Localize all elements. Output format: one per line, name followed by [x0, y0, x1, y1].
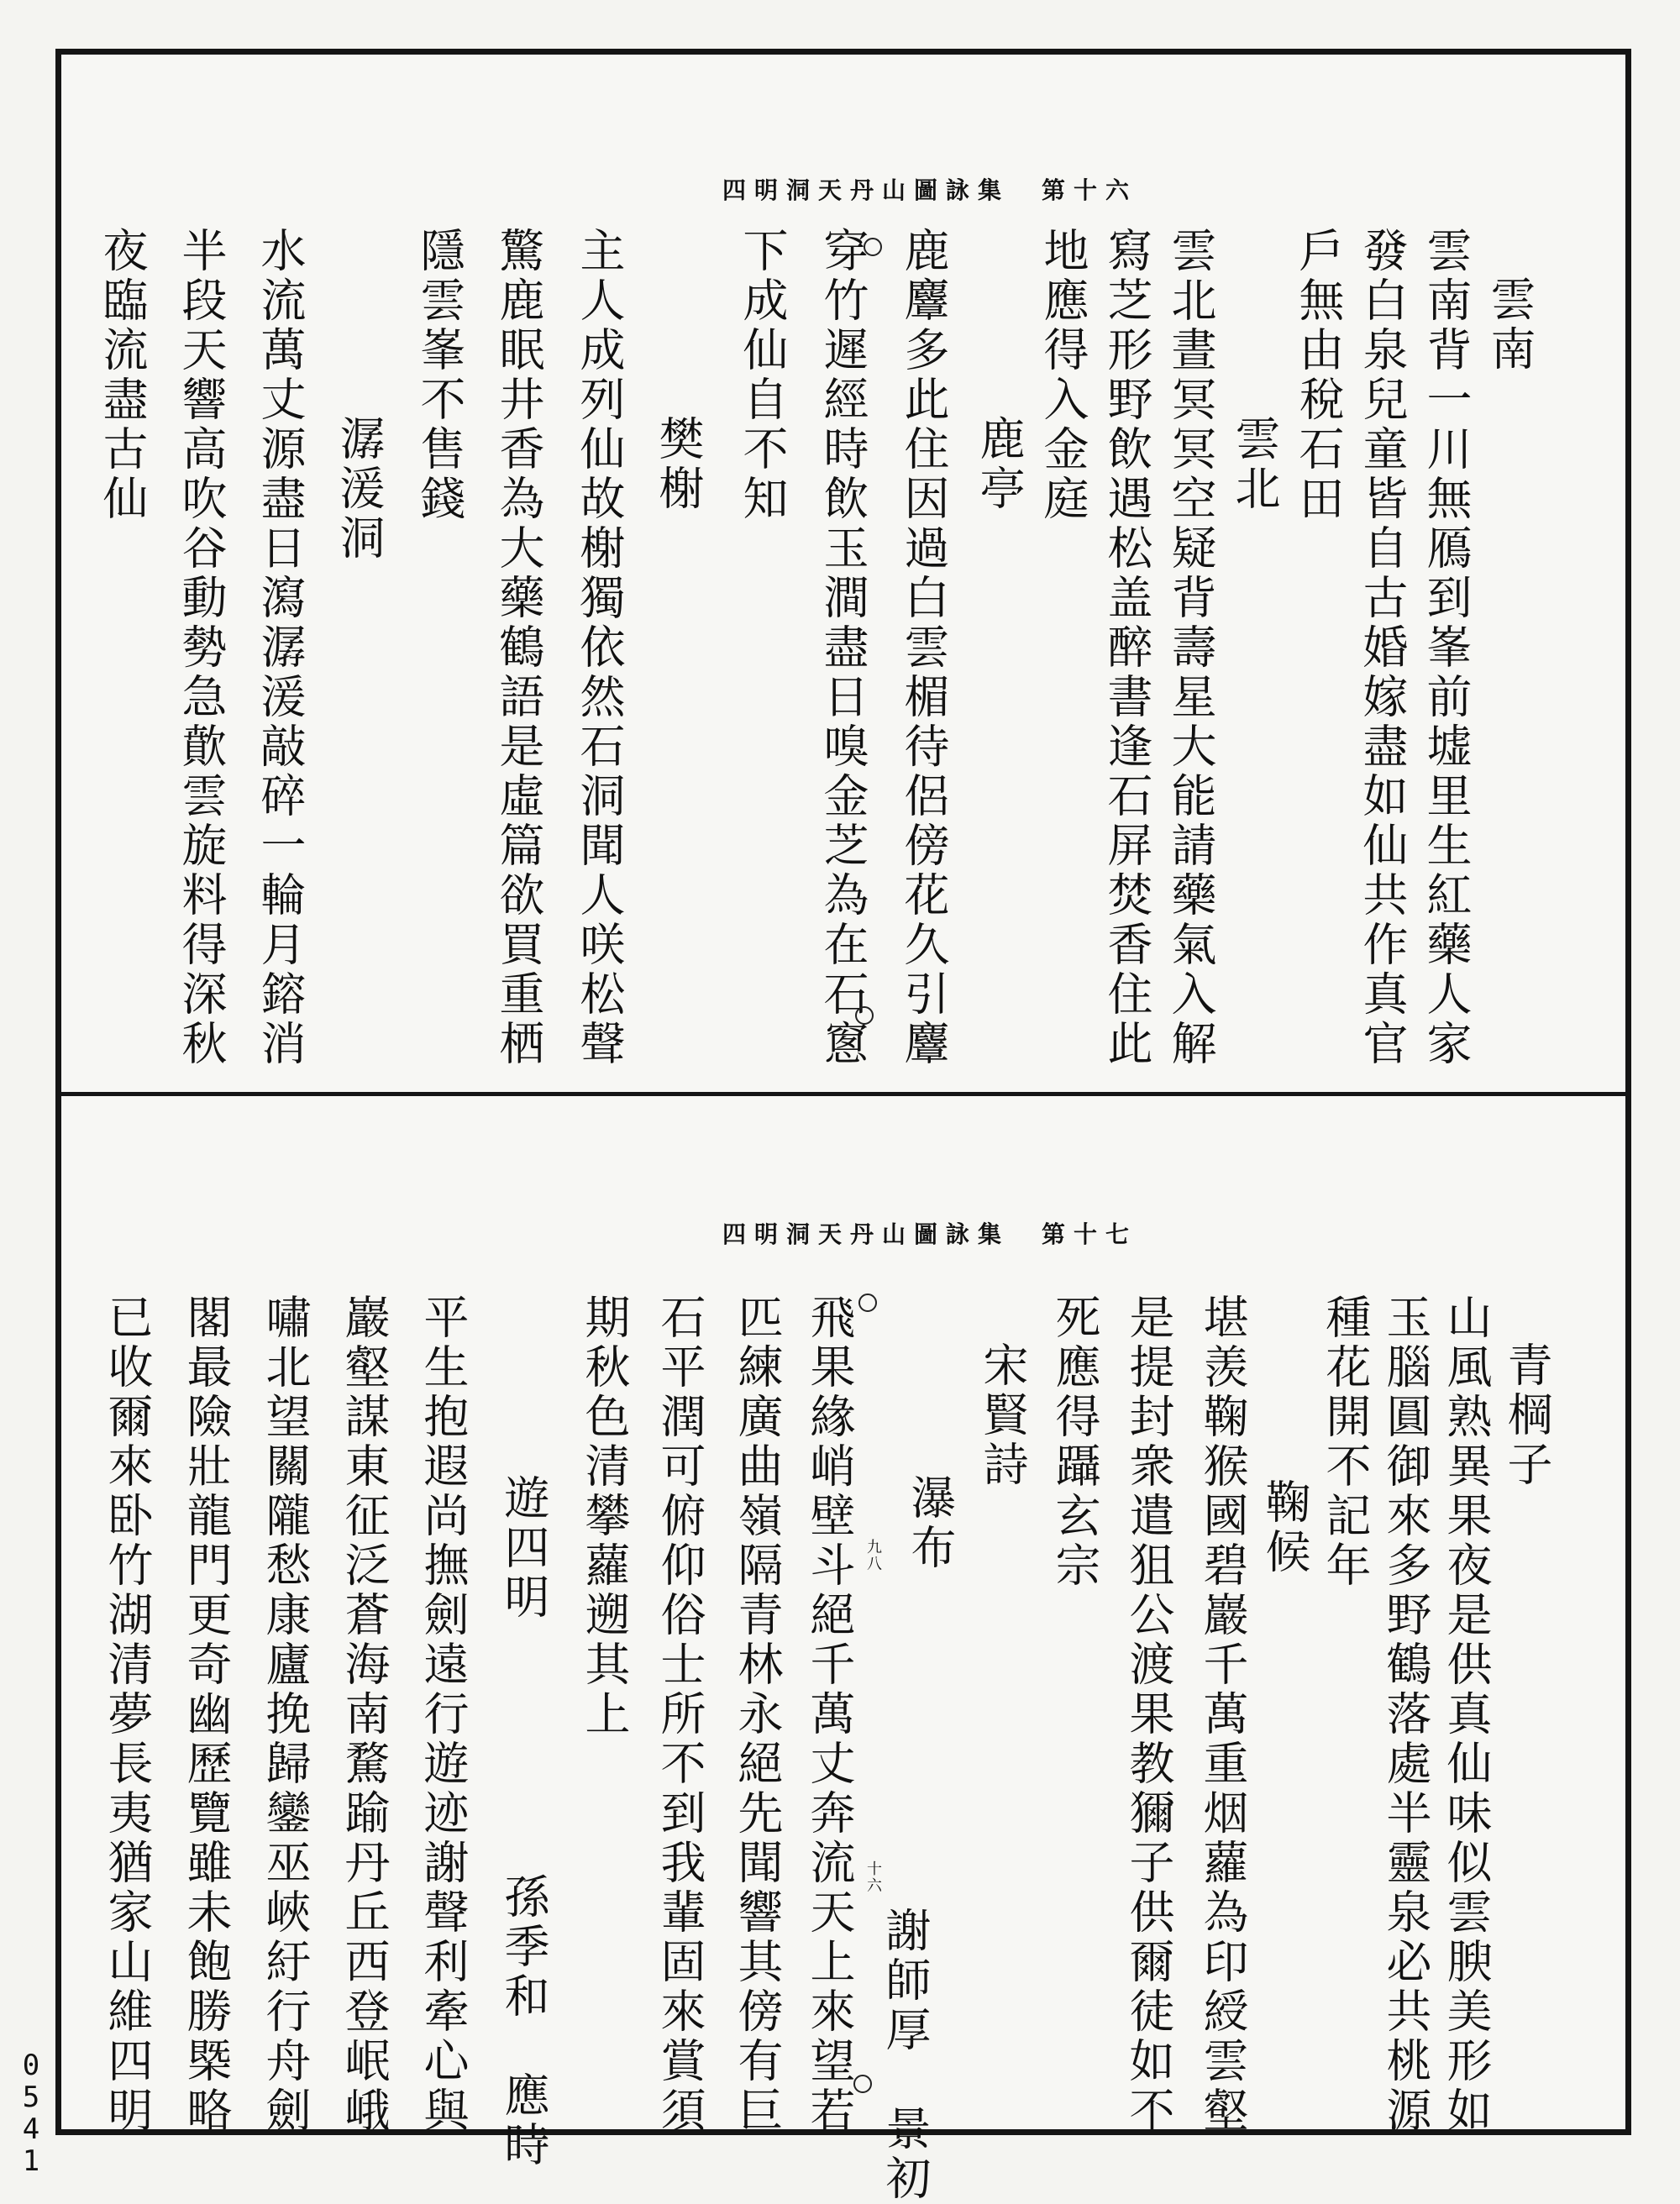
bottom-col-14: 石平潤可俯仰俗士所不到我輩固來賞須: [654, 1294, 706, 2136]
bottom-col-2: 山風熟異果夜是供真仙味似雲腴美形如: [1440, 1294, 1493, 2136]
bottom-col-11: 謝師厚 景初: [879, 1907, 932, 2204]
top-page-header: 四明洞天丹山圖詠集 第十六: [722, 176, 1138, 204]
bottom-col-21: 閣最險壯龍門更奇幽歷覽雖未飽勝槩略: [180, 1294, 233, 2136]
bottom-col-5: 鞠候: [1258, 1478, 1311, 1577]
top-col-16: 隱雲峯不售錢: [413, 227, 466, 524]
top-col-8: 地應得入金庭: [1037, 227, 1089, 524]
top-col-6: 雲北晝冥冥空疑背壽星大能請藥氣入解: [1164, 227, 1217, 1069]
bottom-col-13: 匹練廣曲嶺隔青林永絕先聞響其傍有巨: [731, 1294, 784, 2136]
circle-marker-icon: [858, 1294, 877, 1312]
bottom-col-6: 堪羡鞠猴國碧巖千萬重烟蘿為印綬雲壑: [1196, 1294, 1249, 2136]
bottom-col-19: 巖壑謀東征泛蒼海南騖踰丹丘西登岷峨: [338, 1294, 391, 2136]
bottom-col-7: 是提封衆遣狙公渡果教獮子供爾徒如不: [1122, 1294, 1175, 2136]
top-col-10: 鹿麞多此住因過白雲楣待侶傍花久引麞: [897, 227, 950, 1069]
bottom-col-17: 孫季和 應時: [497, 1873, 550, 2170]
top-col-14: 主人成列仙故榭獨依然石洞聞人咲松聲: [573, 227, 626, 1069]
top-col-7: 寫芝形野飲遇松盖醉書逢石屏焚香住此: [1100, 227, 1153, 1069]
circle-marker-icon: [855, 1006, 874, 1025]
top-col-12: 下成仙自不知: [736, 227, 789, 524]
top-col-13: 樊榭: [652, 415, 705, 514]
bottom-page-header: 四明洞天丹山圖詠集 第十七: [722, 1220, 1138, 1248]
top-col-15: 驚鹿眠井香為大藥鶴語是虛篇欲買重栖: [492, 227, 545, 1069]
bottom-col-1: 青棡子: [1500, 1341, 1553, 1490]
top-col-2: 雲南背一川無鴈到峯前墟里生紅藥人家: [1420, 227, 1473, 1069]
page-number: 0 5 4 1: [22, 2049, 40, 2178]
top-col-20: 夜臨流盡古仙: [96, 227, 149, 524]
top-col-3: 發白泉兒童皆自古婚嫁盡如仙共作真官: [1356, 227, 1409, 1069]
top-col-9: 鹿亭: [973, 415, 1026, 514]
small-note: 九八: [864, 1539, 882, 1572]
top-col-4: 戶無由稅石田: [1292, 227, 1345, 524]
top-col-18: 水流萬丈源盡日瀉潺湲敲碎一輪月鎔消: [254, 227, 307, 1069]
page-divider: [55, 1092, 1631, 1096]
small-note: 十六: [864, 1860, 882, 1894]
top-col-17: 潺湲洞: [333, 415, 386, 564]
bottom-col-10: 瀑布: [904, 1474, 957, 1573]
circle-marker-icon: [853, 2075, 872, 2093]
bottom-col-9: 宋賢詩: [976, 1341, 1029, 1490]
bottom-col-16: 遊四明: [497, 1474, 550, 1623]
bottom-col-22: 已收爾來卧竹湖清夢長夷猶家山維四明: [101, 1294, 154, 2136]
circle-marker-icon: [864, 238, 882, 256]
bottom-col-4: 種花開不記年: [1319, 1294, 1372, 1591]
bottom-col-18: 平生抱遐尚撫劍遠行遊迹謝聲利牽心與: [417, 1294, 470, 2136]
bottom-col-20: 嘯北望關隴愁康廬挽歸鑾巫峽紆行舟劍: [259, 1294, 312, 2136]
bottom-col-8: 死應得躡玄宗: [1048, 1294, 1101, 1591]
top-col-5: 雲北: [1228, 415, 1281, 514]
top-col-11: 穿竹遲經時飲玉澗盡日嗅金芝為在石窻: [816, 227, 869, 1069]
bottom-col-15: 期秋色清攀蘿遡其上: [578, 1294, 631, 1740]
bottom-col-12: 飛果緣峭壁斗絕千萬丈奔流天上來望若: [803, 1294, 856, 2136]
top-col-19: 半段天響高吹谷動勢急歕雲旋料得深秋: [175, 227, 228, 1069]
top-col-1: 雲南: [1483, 276, 1536, 375]
bottom-col-3: 玉腦圓御來多野鶴落處半靈泉必共桃源: [1379, 1294, 1432, 2136]
